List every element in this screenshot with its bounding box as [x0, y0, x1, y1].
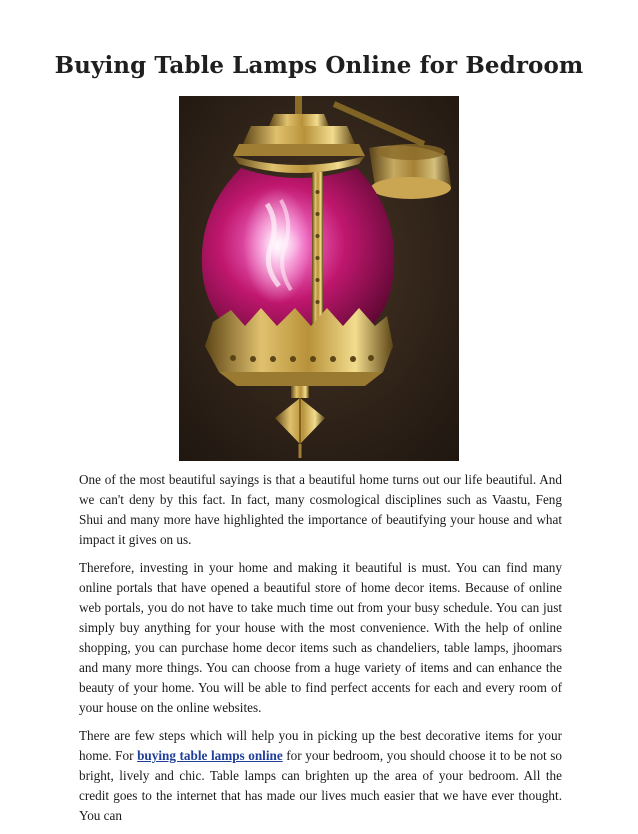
- paragraph-3: [79, 726, 562, 826]
- lamp-photo: [179, 96, 459, 461]
- paragraph-2: Therefore, investing in your home and making it beautiful is must. You can find many online portals that have opened a beautiful store of home decor items. Because of online web portals, you do not have to take much time out from your busy schedule. You can just simply buy anything for your house with the most convenience. With the help of online shopping, you can purchase home decor items such as chandeliers, table lamps, jhoomars and many more things. You can choose from a huge variety of items and can enhance the beauty of your home. You will be able to find perfect accents for each and every room of your house on the online websites.: [79, 560, 562, 715]
- paragraph-1: One of the most beautiful sayings is that a beautiful home turns out our life beautiful. And we can't deny by this fact. In fact, many cosmological disciplines such as Vaastu, Feng Shui and many more have highlighted the importance of beautifying your house and what impact it gives on us.: [79, 472, 562, 547]
- paragraph-3-tail: for your bedroom, you should choose it to be not so bright, lively and chic. Table lamps can brighten up the area of your bedroom. All the credit goes to the internet that has made our lives much easier that we have ever thought. You can: [79, 748, 563, 823]
- paragraph-3-lead: There are few steps which will help you in picking up the best decorative items for your home. For: [79, 728, 562, 763]
- page-title: Buying Table Lamps Online for Bedroom: [54, 52, 584, 79]
- buying-table-lamps-link[interactable]: buying table lamps online: [137, 748, 283, 763]
- article-body: [79, 470, 562, 834]
